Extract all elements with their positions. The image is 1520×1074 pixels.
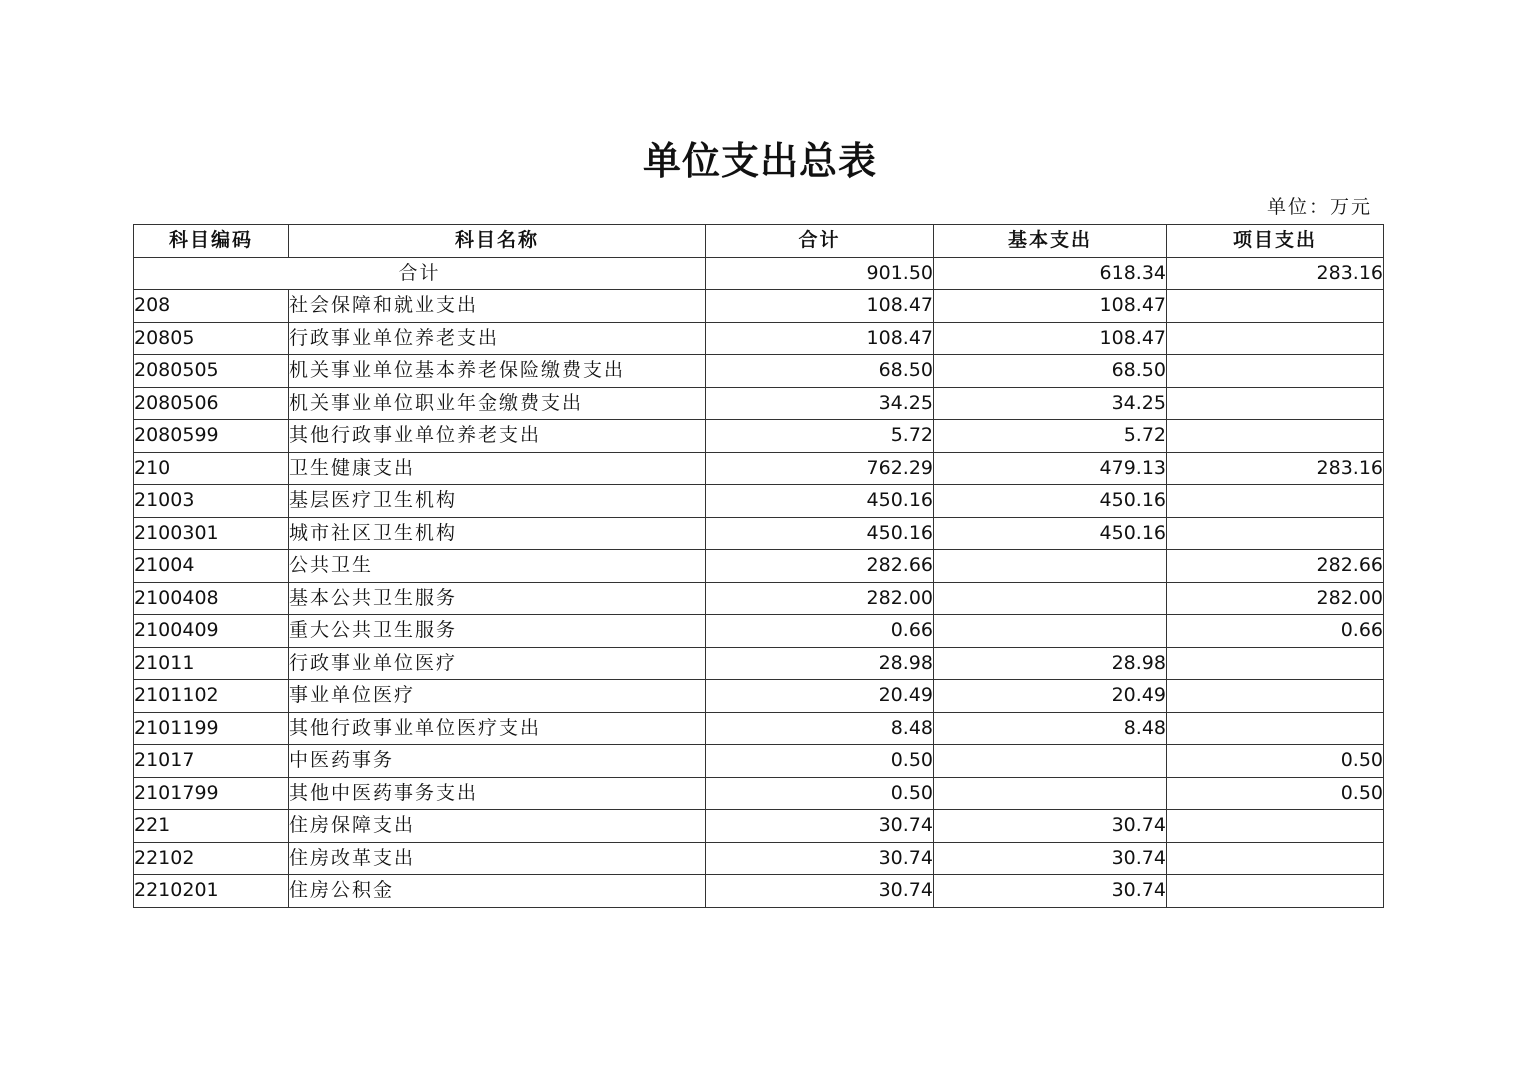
table-row [134, 810, 1384, 843]
table-body [134, 257, 1384, 907]
row-basic: 20.49 [934, 680, 1167, 713]
row-project [1167, 517, 1384, 550]
row-project: 0.50 [1167, 745, 1384, 778]
row-project [1167, 420, 1384, 453]
row-code: 21011 [134, 647, 289, 680]
table-row [134, 582, 1384, 615]
row-name: 行政事业单位养老支出 [289, 322, 706, 355]
table-row [134, 680, 1384, 713]
row-basic: 108.47 [934, 290, 1167, 323]
row-basic [934, 582, 1167, 615]
row-name: 住房公积金 [289, 875, 706, 908]
table-row [134, 712, 1384, 745]
header-project: 项目支出 [1167, 225, 1384, 258]
row-basic: 108.47 [934, 322, 1167, 355]
row-basic: 30.74 [934, 875, 1167, 908]
row-name: 基层医疗卫生机构 [289, 485, 706, 518]
row-name: 重大公共卫生服务 [289, 615, 706, 648]
header-code: 科目编码 [134, 225, 289, 258]
table-row [134, 550, 1384, 583]
table-row [134, 842, 1384, 875]
row-project [1167, 647, 1384, 680]
row-basic: 479.13 [934, 452, 1167, 485]
row-code: 2100408 [134, 582, 289, 615]
row-project: 282.00 [1167, 582, 1384, 615]
row-total: 0.50 [706, 777, 934, 810]
row-project [1167, 355, 1384, 388]
row-total: 30.74 [706, 810, 934, 843]
row-name: 机关事业单位基本养老保险缴费支出 [289, 355, 706, 388]
row-basic: 68.50 [934, 355, 1167, 388]
row-name: 行政事业单位医疗 [289, 647, 706, 680]
row-basic: 8.48 [934, 712, 1167, 745]
table-row [134, 615, 1384, 648]
row-project: 282.66 [1167, 550, 1384, 583]
row-code: 208 [134, 290, 289, 323]
row-code: 2080599 [134, 420, 289, 453]
row-project [1167, 680, 1384, 713]
table-row [134, 290, 1384, 323]
row-code: 22102 [134, 842, 289, 875]
row-basic: 30.74 [934, 842, 1167, 875]
row-total: 30.74 [706, 875, 934, 908]
table-row [134, 420, 1384, 453]
row-total: 108.47 [706, 290, 934, 323]
header-total: 合计 [706, 225, 934, 258]
row-name: 机关事业单位职业年金缴费支出 [289, 387, 706, 420]
row-basic: 450.16 [934, 485, 1167, 518]
row-total: 20.49 [706, 680, 934, 713]
table-row [134, 647, 1384, 680]
header-name: 科目名称 [289, 225, 706, 258]
row-name: 住房改革支出 [289, 842, 706, 875]
row-name: 基本公共卫生服务 [289, 582, 706, 615]
table-row [134, 387, 1384, 420]
row-basic [934, 777, 1167, 810]
row-project [1167, 875, 1384, 908]
row-name: 城市社区卫生机构 [289, 517, 706, 550]
row-basic: 30.74 [934, 810, 1167, 843]
row-code: 2101799 [134, 777, 289, 810]
row-code: 21004 [134, 550, 289, 583]
row-total: 108.47 [706, 322, 934, 355]
table-row [134, 517, 1384, 550]
table-row [134, 355, 1384, 388]
row-project [1167, 712, 1384, 745]
total-project: 283.16 [1167, 257, 1384, 290]
row-code: 2101199 [134, 712, 289, 745]
row-project [1167, 387, 1384, 420]
row-project [1167, 810, 1384, 843]
row-name: 社会保障和就业支出 [289, 290, 706, 323]
row-code: 2101102 [134, 680, 289, 713]
row-name: 住房保障支出 [289, 810, 706, 843]
row-total: 68.50 [706, 355, 934, 388]
row-code: 2210201 [134, 875, 289, 908]
row-project [1167, 842, 1384, 875]
row-name: 公共卫生 [289, 550, 706, 583]
expenditure-table [133, 224, 1384, 908]
row-code: 20805 [134, 322, 289, 355]
row-total: 5.72 [706, 420, 934, 453]
total-basic: 618.34 [934, 257, 1167, 290]
row-name: 中医药事务 [289, 745, 706, 778]
row-total: 282.00 [706, 582, 934, 615]
row-project: 0.66 [1167, 615, 1384, 648]
row-name: 其他中医药事务支出 [289, 777, 706, 810]
row-basic: 450.16 [934, 517, 1167, 550]
table-row [134, 777, 1384, 810]
row-basic [934, 550, 1167, 583]
row-total: 8.48 [706, 712, 934, 745]
row-code: 210 [134, 452, 289, 485]
header-basic: 基本支出 [934, 225, 1167, 258]
row-code: 2100409 [134, 615, 289, 648]
row-basic [934, 745, 1167, 778]
total-label: 合计 [134, 257, 706, 290]
row-project: 283.16 [1167, 452, 1384, 485]
row-basic: 34.25 [934, 387, 1167, 420]
row-code: 2100301 [134, 517, 289, 550]
row-project [1167, 485, 1384, 518]
table-row [134, 485, 1384, 518]
total-sum: 901.50 [706, 257, 934, 290]
table-row [134, 875, 1384, 908]
row-basic [934, 615, 1167, 648]
row-total: 282.66 [706, 550, 934, 583]
row-name: 事业单位医疗 [289, 680, 706, 713]
row-project: 0.50 [1167, 777, 1384, 810]
row-total: 762.29 [706, 452, 934, 485]
table-row [134, 452, 1384, 485]
unit-label: 单位：万元 [1266, 196, 1372, 218]
row-code: 2080506 [134, 387, 289, 420]
row-name: 其他行政事业单位养老支出 [289, 420, 706, 453]
row-total: 0.66 [706, 615, 934, 648]
row-total: 0.50 [706, 745, 934, 778]
table-row [134, 745, 1384, 778]
row-project [1167, 290, 1384, 323]
row-basic: 5.72 [934, 420, 1167, 453]
row-code: 21017 [134, 745, 289, 778]
row-name: 卫生健康支出 [289, 452, 706, 485]
total-row [134, 257, 1384, 290]
row-code: 21003 [134, 485, 289, 518]
table-row [134, 322, 1384, 355]
table-header [134, 225, 1384, 258]
page-title: 单位支出总表 [642, 138, 877, 183]
row-total: 450.16 [706, 485, 934, 518]
row-total: 450.16 [706, 517, 934, 550]
row-project [1167, 322, 1384, 355]
row-code: 2080505 [134, 355, 289, 388]
row-code: 221 [134, 810, 289, 843]
header-row [134, 225, 1384, 258]
row-total: 34.25 [706, 387, 934, 420]
row-name: 其他行政事业单位医疗支出 [289, 712, 706, 745]
row-total: 28.98 [706, 647, 934, 680]
row-total: 30.74 [706, 842, 934, 875]
row-basic: 28.98 [934, 647, 1167, 680]
